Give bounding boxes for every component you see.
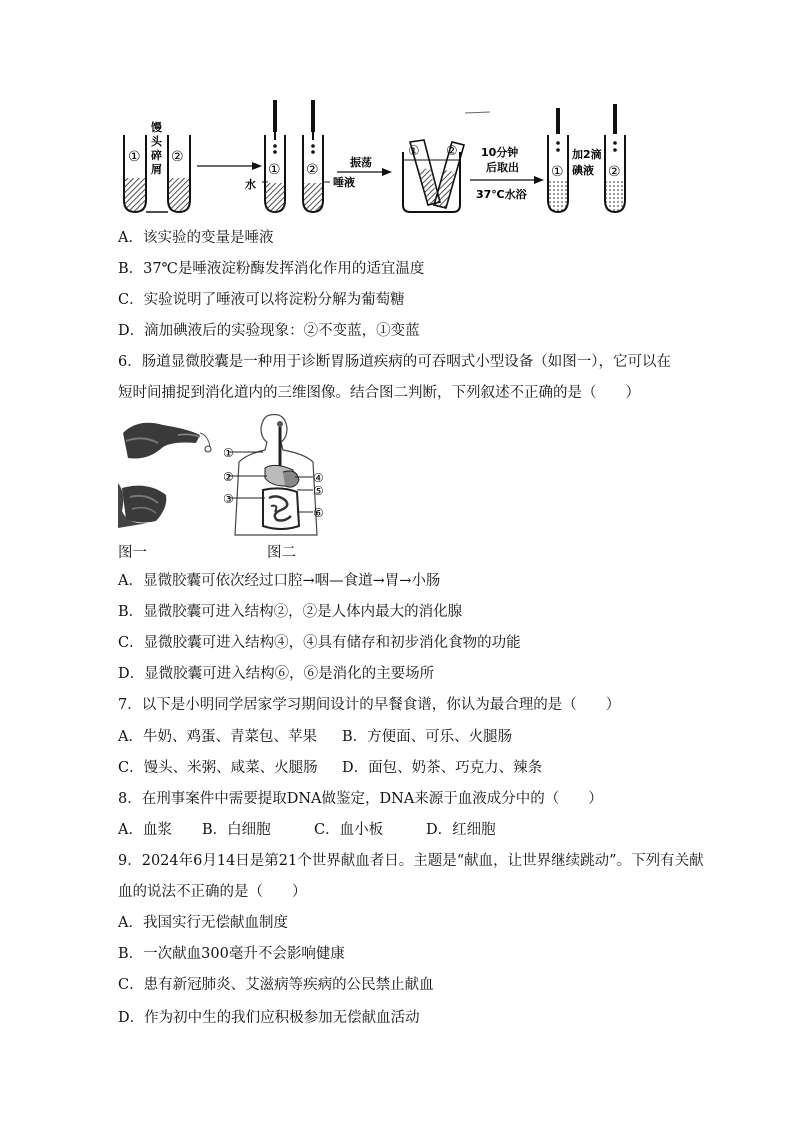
q6-option-a: A．显微胶囊可依次经过口腔→咽—食道→胃→小肠 [118,573,441,589]
experiment-diagram [0,0,794,225]
tube1-label-c: ① [408,144,420,159]
time-label-1: 10分钟 [481,146,519,159]
water-label: 水 [245,178,256,191]
tube2-label-a: ② [171,149,184,165]
q9-option-a: A．我国实行无偿献血制度 [118,915,288,931]
q6-option-d: D．显微胶囊可进入结构⑥，⑥是消化的主要场所 [118,666,435,682]
q8-options-row [118,821,496,839]
q9-option-b: B．一次献血300毫升不会影响健康 [118,946,345,962]
q7-stem: 7．以下是小明同学居家学习期间设计的早餐食谱，你认为最合理的是（ ） [118,697,621,713]
figure-1-caption: 图一 [118,545,147,561]
q8-option-c: C．血小板 [314,822,384,838]
tube2-label-c: ② [446,144,458,159]
fig2-label-5: ⑤ [313,484,324,498]
fig2-label-1: ① [223,446,234,460]
fig2-label-2: ② [223,470,234,484]
figure-2-caption: 图二 [267,545,296,561]
q6-stem-line1: 6．肠道显微胶囊是一种用于诊断胃肠道疾病的可吞咽式小型设备（如图一），它可以在 [118,354,671,370]
figure-2-digestive-system [225,410,335,535]
q5-option-d: D．滴加碘液后的实验现象：②不变蓝，①变蓝 [118,323,420,339]
tube1-label-a: ① [128,149,141,165]
q7-options-row1 [118,728,512,746]
q7-option-b: B．方便面、可乐、火腿肠 [342,729,513,745]
q8-option-d: D．红细胞 [426,822,496,838]
tube1-label-b: ① [268,162,281,178]
arrow-3 [470,176,544,184]
bath-label: 37℃水浴 [476,188,527,201]
q8-option-a: A．血浆 [118,822,172,838]
q9-stem-line2: 血的说法不正确的是（ ） [118,884,307,900]
tube1-label-d: ① [551,164,564,180]
svg-text:馒: 馒 [151,121,162,134]
q5-option-b: B．37℃是唾液淀粉酶发挥消化作用的适宜温度 [118,261,425,277]
svg-text:碎: 碎 [151,149,162,162]
q5-option-a: A．该实验的变量是唾液 [118,230,274,246]
q7-option-d: D．面包、奶茶、巧克力、辣条 [342,760,543,776]
q6-option-b: B．显微胶囊可进入结构②，②是人体内最大的消化腺 [118,604,463,620]
mantou-label [150,120,163,176]
arrow-1 [197,162,262,170]
q7-option-a: A．牛奶、鸡蛋、青菜包、苹果 [118,729,317,745]
q7-options-row2 [118,759,542,777]
q6-stem-line2: 短时间捕捉到消化道内的三维图像。结合图二判断，下列叙述不正确的是（ ） [118,385,640,401]
figure-1-capsule-photo [118,413,228,528]
shake-label: 振荡 [350,156,372,169]
tube-pair-dropper [262,100,330,212]
q5-option-c: C．实验说明了唾液可以将淀粉分解为葡萄糖 [118,292,405,308]
fig2-label-3: ③ [223,492,234,506]
q8-stem: 8．在刑事案件中需要提取DNA做鉴定，DNA来源于血液成分中的（ ） [118,791,603,807]
q9-option-d: D．作为初中生的我们应积极参加无偿献血活动 [118,1010,420,1026]
svg-text:头: 头 [151,135,162,148]
saliva-label: 唾液 [333,176,355,189]
fig2-label-4: ④ [313,471,324,485]
q6-option-c: C．显微胶囊可进入结构④，④具有储存和初步消化食物的功能 [118,635,521,651]
svg-text:屑: 屑 [151,163,162,176]
q9-option-c: C．患有新冠肺炎、艾滋病等疾病的公民禁止献血 [118,977,434,993]
arrow-2 [337,168,392,176]
iodine-label-1: 加2滴 [572,148,602,161]
fig2-label-6: ⑥ [313,506,324,520]
q8-option-b: B．白细胞 [202,822,271,838]
tube2-label-d: ② [608,164,621,180]
tube2-label-b: ② [306,162,319,178]
q9-stem-line1: 9．2024年6月14日是第21个世界献血者日。主题是“献血，让世界继续跳动”。下列有关献 [118,853,704,869]
q7-option-c: C．馒头、米粥、咸菜、火腿肠 [118,760,318,776]
iodine-label-2: 碘液 [572,164,594,177]
time-label-2: 后取出 [486,161,519,174]
